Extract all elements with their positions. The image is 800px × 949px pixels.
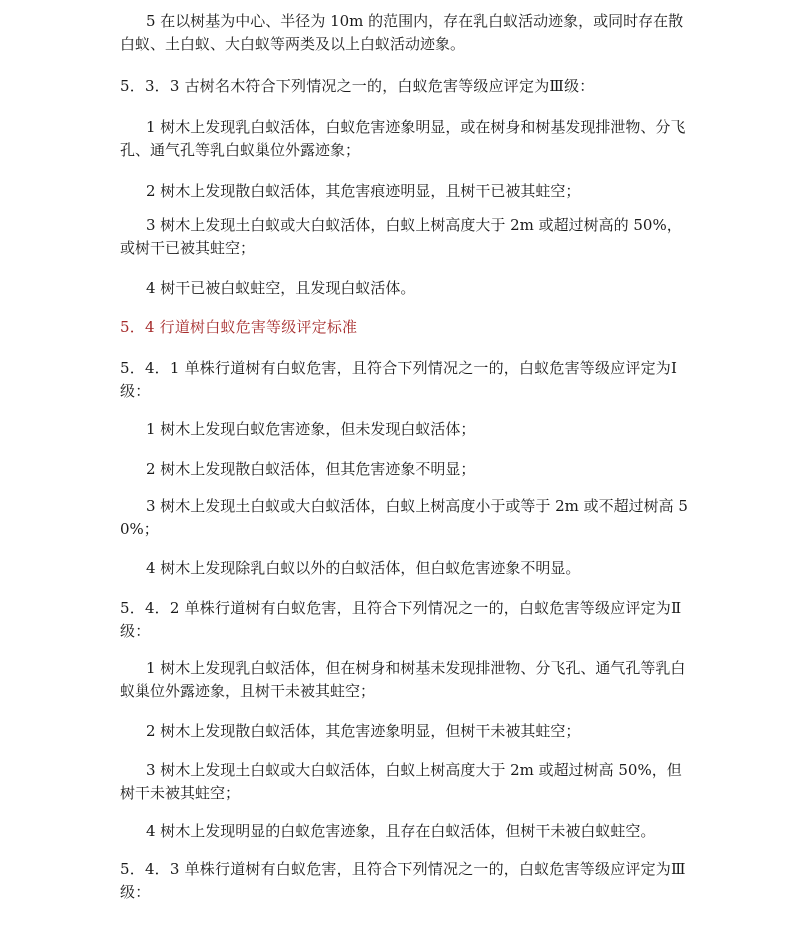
list-item-2: 2 树木上发现散白蚁活体，其危害迹象明显，但树干未被其蛀空； <box>146 722 581 740</box>
list-item-1: 1 树木上发现乳白蚁活体，白蚁危害迹象明显，或在树身和树基发现排泄物、分飞孔、通气孔等乳白蚁巢位外露迹象； <box>120 118 686 159</box>
list-item-3: 3 树木上发现土白蚁或大白蚁活体，白蚁上树高度大于 2m 或超过树高的 50%，或树干已被其蛀空； <box>120 216 682 257</box>
list-item-4: 4 树木上发现除乳白蚁以外的白蚁活体，但白蚁危害迹象不明显。 <box>146 559 581 577</box>
clause-5-4-2: 5．4．2 单株行道树有白蚁危害，且符合下列情况之一的，白蚁危害等级应评定为Ⅱ级： <box>120 599 682 640</box>
list-item-2: 2 树木上发现散白蚁活体，但其危害迹象不明显； <box>146 460 476 478</box>
section-heading-5-4: 5．4 行道树白蚁危害等级评定标准 <box>120 318 358 336</box>
list-item-1: 1 树木上发现乳白蚁活体，但在树身和树基未发现排泄物、分飞孔、通气孔等乳白蚁巢位外露迹象，且树干未被其蛀空； <box>120 659 686 700</box>
list-item-3: 3 树木上发现土白蚁或大白蚁活体，白蚁上树高度小于或等于 2m 或不超过树高 50%； <box>120 497 688 538</box>
list-item-3: 3 树木上发现土白蚁或大白蚁活体，白蚁上树高度大于 2m 或超过树高 50%，但树干未被其蛀空； <box>120 761 682 802</box>
list-item-4: 4 树干已被白蚁蛀空，且发现白蚁活体。 <box>146 279 416 297</box>
list-item-4: 4 树木上发现明显的白蚁危害迹象，且存在白蚁活体，但树干未被白蚁蛀空。 <box>146 822 656 840</box>
item-5-paragraph: 5 在以树基为中心、半径为 10m 的范围内，存在乳白蚁活动迹象，或同时存在散白蚁、土白蚁、大白蚁等两类及以上白蚁活动迹象。 <box>120 12 684 53</box>
list-item-2: 2 树木上发现散白蚁活体，其危害痕迹明显，且树干已被其蛀空； <box>146 182 581 200</box>
list-item-1: 1 树木上发现白蚁危害迹象，但未发现白蚁活体； <box>146 420 476 438</box>
clause-5-3-3: 5．3．3 古树名木符合下列情况之一的，白蚁危害等级应评定为Ⅲ级： <box>120 77 595 95</box>
clause-5-4-1: 5．4．1 单株行道树有白蚁危害，且符合下列情况之一的，白蚁危害等级应评定为Ⅰ级： <box>120 359 678 400</box>
clause-5-4-3: 5．4．3 单株行道树有白蚁危害，且符合下列情况之一的，白蚁危害等级应评定为Ⅲ级： <box>120 860 686 901</box>
